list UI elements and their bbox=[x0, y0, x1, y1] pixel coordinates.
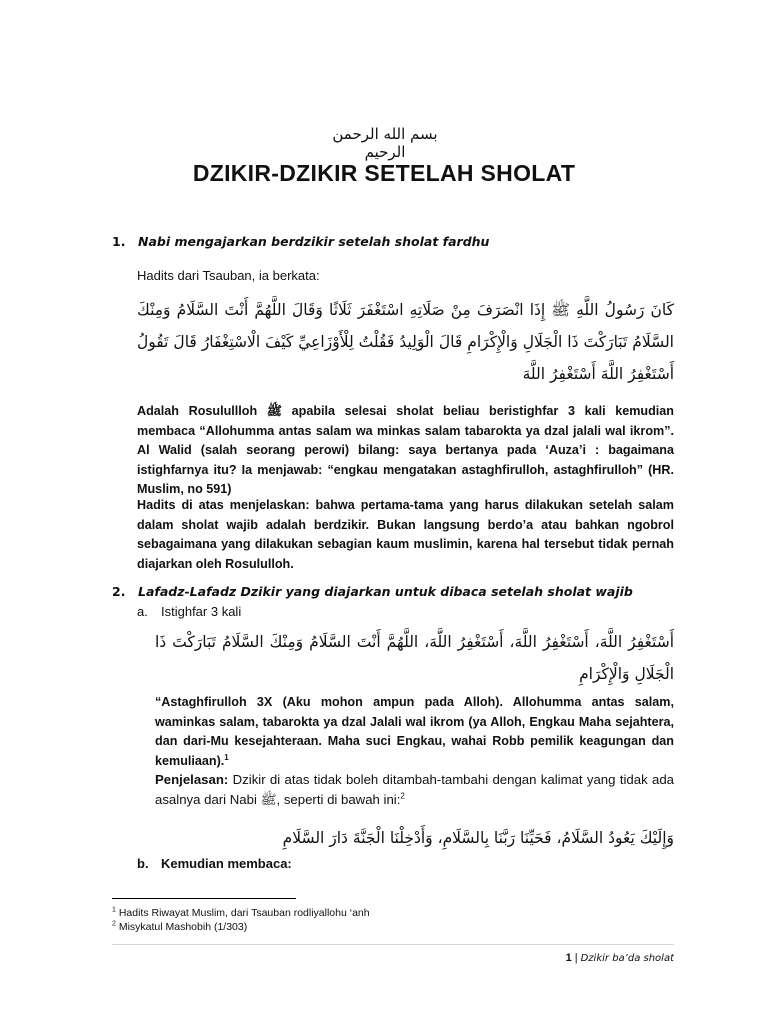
footnote-2-number: 2 bbox=[112, 920, 116, 928]
footer-separator: | bbox=[574, 952, 578, 964]
section-2-heading bbox=[112, 584, 633, 599]
footer-document-name: Dzikir ba’da sholat bbox=[580, 953, 674, 964]
hadith-translation: Adalah Rosulullloh ﷺ apabila selesai sholat beliau beristighfar 3 kali kemudian membaca “Allohumma antas salam wa minkas salam tabarokta ya dzal jalali wal ikrom”. Al Walid (salah seorang perowi) bilang: saya bertanya pada ‘Auza’i : bagaimana istighfarnya itu? Ia menjawab: “engkau mengatakan astaghfirulloh, astaghfirulloh” (HR. Muslim, no 591) bbox=[137, 404, 674, 496]
page-number: 1 bbox=[565, 952, 572, 964]
page-footer bbox=[566, 952, 674, 964]
item-b-text: Kemudian membaca: bbox=[161, 856, 292, 871]
footnote-divider bbox=[112, 898, 296, 899]
item-b-label bbox=[137, 856, 292, 871]
item-a-label bbox=[137, 604, 241, 619]
section-1-title: Nabi mengajarkan berdzikir setelah sholat fardhu bbox=[138, 234, 490, 249]
addition-arabic-text: وَإِلَيْكَ يَعُودُ السَّلَامُ، فَحَيِّنَا رَبَّنَا بِالسَّلَامِ، وَأَدْخِلْنَا الْجَنَّةَ دَارَ السَّلَامِ bbox=[282, 829, 674, 847]
footnote-1-number: 1 bbox=[112, 906, 116, 914]
explanation-label: Penjelasan: bbox=[155, 772, 229, 787]
istighfar-explanation bbox=[155, 770, 674, 810]
footnote-ref-1[interactable]: 1 bbox=[224, 752, 229, 762]
item-b-letter: b. bbox=[137, 856, 149, 871]
page-title: DZIKIR-DZIKIR SETELAH SHOLAT bbox=[192, 160, 576, 186]
section-2-number: 2. bbox=[112, 584, 126, 599]
istighfar-translation-text: “Astaghfirulloh 3X (Aku mohon ampun pada Alloh). Allohumma antas salam, waminkas salam, tabarokta ya dzal Jalali wal ikrom (ya Alloh, Engkau Maha sejahtera, dan dari-Mu kesejahteraan. Maha suci Engkau, wahai Robb pemilik keagungan dan kemuliaan). bbox=[155, 695, 674, 768]
hadith-explanation: Hadits di atas menjelaskan: bahwa pertama-tama yang harus dilakukan setelah salam dalam sholat wajib adalah berdzikir. Bukan langsung berdo’a atau bahkan ngobrol sebagaimana yang dilakukan sebagian kaum muslimin, karena hal tersebut tidak pernah diajarkan oleh Rosululloh. bbox=[137, 498, 674, 571]
footer-divider bbox=[112, 944, 674, 945]
istighfar-arabic-text: أَسْتَغْفِرُ اللَّهَ، أَسْتَغْفِرُ اللَّهَ، أَسْتَغْفِرُ اللَّهَ، اللَّهُمَّ أَنْتَ السَّلَامُ وَمِنْكَ السَّلَامُ تَبَارَكْتَ ذَا الْجَلَالِ وَالْإِكْرَامِ bbox=[155, 633, 674, 683]
hadith-intro: Hadits dari Tsauban, ia berkata: bbox=[137, 268, 320, 283]
item-a-letter: a. bbox=[137, 604, 148, 619]
item-a-text: Istighfar 3 kali bbox=[161, 604, 242, 619]
footnote-1-text: Hadits Riwayat Muslim, dari Tsauban rodliyallohu ‘anh bbox=[118, 907, 370, 919]
section-1-heading bbox=[112, 234, 489, 249]
footnotes bbox=[112, 906, 370, 934]
istighfar-translation bbox=[155, 693, 674, 771]
footnote-1 bbox=[112, 906, 370, 920]
section-2-title: Lafadz-Lafadz Dzikir yang diajarkan untuk dibaca setelah sholat wajib bbox=[138, 584, 633, 599]
explanation-text: Dzikir di atas tidak boleh ditambah-tambahi dengan kalimat yang tidak ada asalnya dari Nabi ﷺ, seperti di bawah ini: bbox=[155, 772, 674, 807]
footnote-2 bbox=[112, 920, 370, 934]
footnote-2-text: Misykatul Mashobih (1/303) bbox=[118, 921, 248, 933]
section-1-number: 1. bbox=[112, 234, 126, 249]
basmalah-calligraphy: بسم الله الرحمن الرحيم bbox=[332, 125, 438, 161]
hadith-arabic-text: كَانَ رَسُولُ اللَّهِ ﷺ إِذَا انْصَرَفَ مِنْ صَلَاتِهِ اسْتَغْفَرَ ثَلَاثًا وَقَالَ اللَّهُمَّ أَنْتَ السَّلَامُ وَمِنْكَ السَّلَامُ تَبَارَكْتَ ذَا الْجَلَالِ وَالْإِكْرَامِ قَالَ الْوَلِيدُ فَقُلْتُ لِلْأَوْزَاعِيِّ كَيْفَ الْاسْتِغْفَارُ قَالَ تَقُولُ أَسْتَغْفِرُ اللَّهَ أَسْتَغْفِرُ اللَّهَ bbox=[137, 301, 674, 383]
footnote-ref-2[interactable]: 2 bbox=[400, 791, 405, 801]
